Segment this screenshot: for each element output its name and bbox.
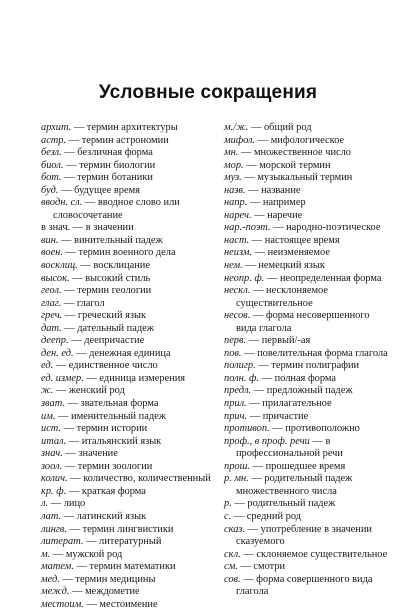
abbreviation-term: скл. (224, 548, 241, 560)
abbreviation-definition: — неопределенная форма (264, 272, 382, 284)
abbreviation-entry (224, 511, 392, 524)
abbreviations-column-left (41, 122, 217, 611)
abbreviation-term: противоп. (224, 423, 270, 435)
abbreviation-definition: — общий род (248, 122, 312, 133)
abbreviation-term: биол. (41, 159, 64, 171)
abbreviation-entry (224, 172, 392, 185)
abbreviation-term: дат. (41, 322, 62, 334)
abbreviation-definition: — термин военного дела (62, 247, 176, 259)
abbreviation-definition: — предложный падеж (251, 385, 353, 397)
abbreviation-definition: — латинский язык (61, 510, 147, 522)
abbreviation-entry (41, 398, 217, 411)
abbreviation-definition: — термин математики (73, 561, 176, 573)
abbreviation-definition: — форма совершенного вида глагола (236, 573, 373, 598)
abbreviation-entry (41, 235, 217, 248)
abbreviation-entry (41, 323, 217, 336)
abbreviation-definition: — итальянский язык (66, 435, 162, 447)
abbreviation-entry (224, 398, 392, 411)
abbreviation-term: восклиц. (41, 260, 78, 272)
abbreviation-term: м. (41, 548, 51, 560)
abbreviation-term: воен. (41, 247, 63, 259)
abbreviation-term: нескл. (224, 285, 251, 297)
abbreviation-term: напр. (224, 197, 248, 209)
abbreviation-definition: — термин лингвистики (67, 523, 174, 535)
abbreviation-definition: — первый/-ая (246, 335, 311, 347)
abbreviation-definition: — будущее время (58, 184, 140, 196)
abbreviation-term: зват. (41, 398, 65, 410)
abbreviation-definition: — количество, количественный (67, 473, 211, 485)
abbreviation-definition: — женский род (53, 385, 125, 397)
abbreviation-term: литерат. (41, 536, 84, 548)
abbreviation-entry (41, 448, 217, 461)
abbreviation-term: перв. (224, 335, 247, 347)
abbreviation-definition: — местоимение (83, 598, 158, 610)
abbreviation-term: наст. (224, 234, 250, 246)
abbreviation-definition: — форма несовершенного вида глагола (236, 310, 370, 334)
abbreviation-entry (41, 599, 217, 611)
abbreviation-definition: — термин медицины (59, 573, 156, 585)
abbreviation-definition: — греческий язык (62, 310, 147, 322)
abbreviation-definition: — мужской род (50, 548, 123, 560)
page-title: Условные сокращения (98, 82, 318, 103)
abbreviation-term: лат. (41, 510, 62, 522)
abbreviation-entry (41, 574, 217, 587)
abbreviation-entry (41, 335, 217, 348)
abbreviation-entry (41, 486, 217, 499)
abbreviation-entry (41, 260, 217, 273)
abbreviation-entry (224, 411, 392, 424)
abbreviation-entry (224, 185, 392, 198)
abbreviation-term: ист. (41, 423, 62, 435)
abbreviation-definition: — термин ботаники (61, 172, 153, 184)
abbreviation-term: полн. ф. (224, 372, 259, 384)
abbreviation-entry (224, 436, 392, 461)
abbreviation-definition: — термин архитектуры (71, 122, 178, 133)
abbreviation-term: итал. (41, 435, 67, 447)
abbreviation-definition: — лицо (48, 498, 86, 510)
abbreviation-definition: — родительный падеж (231, 498, 336, 510)
abbreviation-entry (224, 549, 392, 562)
abbreviation-definition: — название (245, 184, 301, 196)
abbreviation-term: астр. (41, 134, 67, 146)
abbreviation-entry (41, 172, 217, 185)
abbreviation-definition: — звательная форма (64, 398, 159, 410)
abbreviation-entry (224, 310, 392, 335)
abbreviation-term: прил. (224, 398, 247, 410)
abbreviation-term: сказ. (224, 523, 246, 535)
abbreviation-entry (41, 273, 217, 286)
abbreviation-entry (41, 360, 217, 373)
abbreviation-definition: — морской термин (243, 159, 331, 171)
abbreviation-entry (224, 348, 392, 361)
abbreviation-term: сов. (224, 573, 241, 585)
abbreviation-term: р. мн. (224, 473, 249, 485)
abbreviation-term: межд. (41, 586, 70, 598)
abbreviation-term: пов. (224, 347, 242, 359)
abbreviations-column-right (224, 122, 392, 599)
abbreviation-definition: — родительный падеж множественного числа (236, 473, 353, 497)
abbreviation-term: матем. (41, 561, 74, 573)
abbreviation-term: зоол. (41, 460, 63, 472)
abbreviation-definition: — денежная единица (73, 347, 171, 359)
abbreviation-definition: — средний род (231, 510, 302, 522)
abbreviation-definition: — междометие (69, 586, 140, 598)
abbreviation-definition: — склоняемое существительное (240, 548, 388, 560)
abbreviation-definition: — глагол (61, 297, 105, 309)
abbreviation-definition: — термин биологии (63, 159, 156, 171)
abbreviation-term: лингв. (41, 523, 68, 535)
abbreviation-definition: — прилагательное (246, 398, 332, 410)
abbreviation-definition: — например (247, 197, 306, 209)
abbreviation-term: высок. (41, 272, 70, 284)
abbreviation-definition: — высокий стиль (69, 272, 151, 284)
abbreviation-definition: — музыкальный термин (241, 172, 353, 184)
abbreviation-entry (41, 536, 217, 549)
abbreviation-entry (224, 160, 392, 173)
abbreviation-definition: — настоящее время (249, 234, 340, 246)
abbreviation-term: прош. (224, 460, 251, 472)
abbreviation-entry (41, 197, 217, 222)
abbreviation-definition: — единственное число (53, 360, 158, 372)
abbreviation-term: безл. (41, 147, 62, 159)
abbreviation-entry (224, 561, 392, 574)
abbreviation-entry (41, 298, 217, 311)
abbreviation-term: ж. (41, 385, 54, 397)
abbreviation-entry (224, 235, 392, 248)
abbreviation-term: л. (41, 498, 49, 510)
abbreviation-term: архит. (41, 122, 72, 133)
abbreviation-term: нем. (224, 260, 243, 272)
abbreviation-definition: — вводное слово или словосочетание (53, 197, 180, 221)
abbreviation-entry (224, 135, 392, 148)
abbreviation-entry (224, 222, 392, 235)
abbreviation-entry (41, 122, 217, 135)
abbreviation-entry (224, 423, 392, 436)
abbreviation-entry (41, 561, 217, 574)
abbreviation-entry (224, 360, 392, 373)
abbreviation-definition: — немецкий язык (242, 260, 325, 272)
abbreviation-definition: — несклоняемое существительное (236, 285, 328, 309)
abbreviation-term: мифол. (224, 134, 256, 146)
abbreviation-definition: — именительный падеж (55, 410, 166, 422)
abbreviation-term: нар.-поэт. (224, 222, 271, 234)
abbreviation-definition: — мифологическое (255, 134, 345, 146)
abbreviation-definition: — народно-поэтическое (270, 222, 381, 234)
abbreviation-definition: — полная форма (259, 372, 337, 384)
abbreviation-term: неопр. ф. (224, 272, 265, 284)
abbreviation-entry (224, 574, 392, 599)
abbreviation-entry (41, 511, 217, 524)
abbreviation-entry (224, 210, 392, 223)
abbreviation-entry (41, 185, 217, 198)
abbreviation-term: вводн. сл. (41, 197, 83, 209)
abbreviation-definition: — термин зоологии (62, 460, 153, 472)
abbreviation-term: прич. (224, 410, 248, 422)
abbreviation-definition: — противоположно (269, 423, 360, 435)
abbreviation-term: с. (224, 510, 232, 522)
abbreviation-term: мн. (224, 147, 239, 159)
abbreviation-term: бот. (41, 172, 62, 184)
abbreviation-definition: — наречие (251, 209, 303, 221)
abbreviation-entry (41, 411, 217, 424)
abbreviation-term: кр. ф. (41, 485, 67, 497)
abbreviation-definition: — повелительная форма глагола (241, 347, 388, 359)
abbreviation-entry (224, 498, 392, 511)
abbreviation-definition: — термин астрономии (66, 134, 169, 146)
abbreviation-definition: — безличная форма (61, 147, 153, 159)
abbreviation-entry (224, 373, 392, 386)
abbreviation-term: геол. (41, 285, 62, 297)
abbreviation-entry (41, 160, 217, 173)
abbreviation-term: проф., в проф. речи (224, 435, 310, 447)
abbreviation-entry (224, 385, 392, 398)
abbreviation-definition: — термин полиграфии (255, 360, 360, 372)
abbreviation-definition: — дательный падеж (61, 322, 154, 334)
abbreviation-definition: — значение (62, 448, 118, 460)
abbreviation-entry (224, 524, 392, 549)
abbreviation-term: ед. измер. (41, 372, 84, 384)
abbreviation-definition: — винительный падеж (58, 234, 163, 246)
abbreviation-definition: — деепричастие (68, 335, 145, 347)
abbreviation-entry (224, 197, 392, 210)
abbreviation-entry (41, 247, 217, 260)
abbreviation-term: глаг. (41, 297, 62, 309)
abbreviation-entry (224, 147, 392, 160)
abbreviation-term: назв. (224, 184, 246, 196)
abbreviation-entry (41, 147, 217, 160)
abbreviation-term: знач. (41, 448, 63, 460)
abbreviation-definition: — прошедшее время (250, 460, 346, 472)
abbreviation-entry (41, 222, 217, 235)
abbreviation-definition: — смотри (237, 561, 286, 573)
abbreviation-term: муз. (224, 172, 242, 184)
abbreviation-entry (41, 285, 217, 298)
abbreviation-entry (41, 310, 217, 323)
abbreviation-definition: — восклицание (77, 260, 150, 272)
abbreviation-term: деепр. (41, 335, 69, 347)
abbreviation-entry (41, 524, 217, 537)
abbreviation-definition: — в профессиональной речи (236, 435, 343, 460)
abbreviation-entry (41, 348, 217, 361)
abbreviation-definition: — единица измерения (83, 372, 186, 384)
abbreviation-entry (224, 335, 392, 348)
abbreviation-term: греч. (41, 310, 63, 322)
abbreviation-entry (224, 260, 392, 273)
abbreviation-term: ден. ед. (41, 347, 74, 359)
abbreviation-term: вин. (41, 234, 59, 246)
abbreviation-term: см. (224, 561, 238, 573)
abbreviation-term: буд. (41, 184, 59, 196)
abbreviation-entry (41, 135, 217, 148)
abbreviation-definition: — краткая форма (66, 485, 146, 497)
abbreviation-term: м./ж. (224, 122, 249, 133)
abbreviation-definition: — термин геологии (61, 285, 152, 297)
abbreviation-term: неизм. (224, 247, 252, 259)
abbreviation-definition: — употребление в значении сказуемого (236, 523, 372, 548)
abbreviation-entry (224, 273, 392, 286)
abbreviation-definition: — неизменяемое (252, 247, 330, 259)
abbreviation-entry (224, 122, 392, 135)
abbreviation-term: им. (41, 410, 56, 422)
abbreviation-entry (224, 473, 392, 498)
abbreviation-definition: в знач. — в значении (41, 222, 134, 234)
abbreviation-entry (224, 285, 392, 310)
abbreviation-term: полигр. (224, 360, 256, 372)
abbreviation-entry (41, 423, 217, 436)
abbreviation-entry (41, 473, 217, 486)
abbreviation-entry (224, 461, 392, 474)
abbreviation-term: ед. (41, 360, 54, 372)
abbreviation-entry (41, 461, 217, 474)
abbreviation-definition: — термин истории (61, 423, 148, 435)
abbreviation-term: местоим. (41, 598, 84, 610)
abbreviation-term: р. (224, 498, 232, 510)
abbreviation-term: несов. (224, 310, 251, 322)
abbreviation-definition: — множественное число (238, 147, 352, 159)
abbreviation-entry (41, 385, 217, 398)
abbreviation-term: колич. (41, 473, 68, 485)
abbreviation-term: нареч. (224, 209, 252, 221)
abbreviation-term: мор. (224, 159, 244, 171)
abbreviation-entry (41, 436, 217, 449)
abbreviation-term: предл. (224, 385, 252, 397)
abbreviation-entry (41, 373, 217, 386)
abbreviation-term: мед. (41, 573, 60, 585)
abbreviation-entry (41, 498, 217, 511)
abbreviation-entry (41, 586, 217, 599)
abbreviation-definition: — причастие (247, 410, 309, 422)
abbreviation-entry (41, 549, 217, 562)
abbreviation-definition: — литературный (83, 536, 162, 548)
abbreviation-entry (224, 247, 392, 260)
